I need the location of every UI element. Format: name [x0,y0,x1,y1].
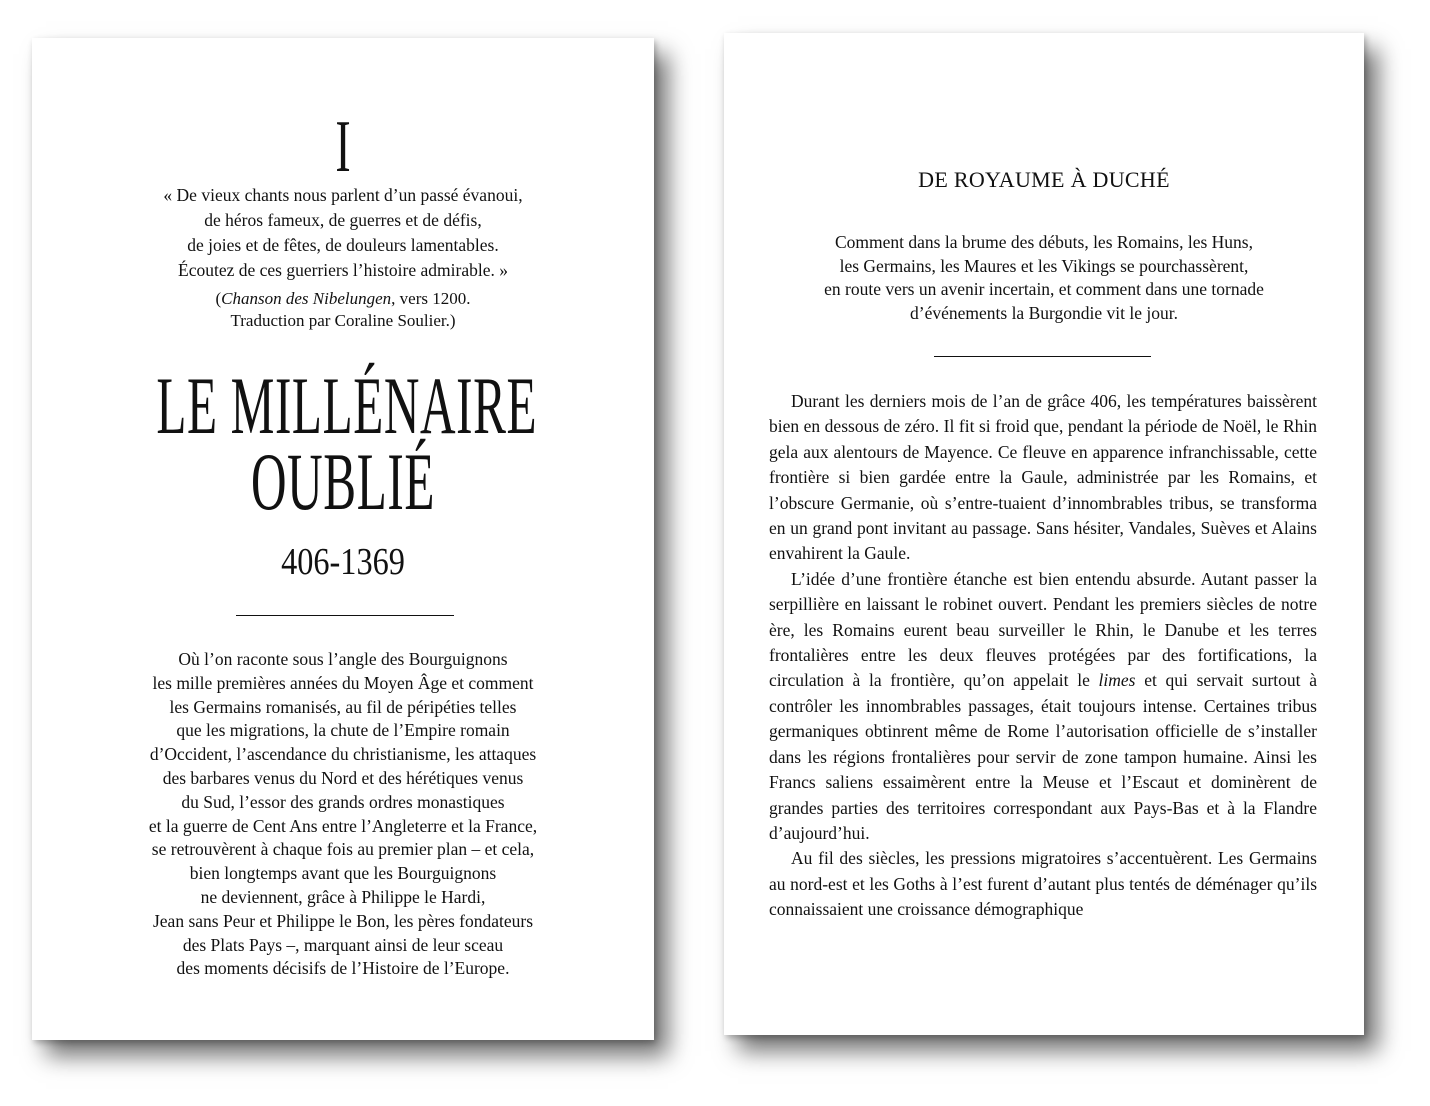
paragraph [769,567,1317,846]
summary-line: les Germains romanisés, au fil de péripéties telles [169,696,517,717]
summary-line: des Plats Pays –, marquant ainsi de leur sceau [182,934,504,955]
title-line: LE MILLÉNAIRE [156,360,538,451]
epigraph-line: de joies et de fêtes, de douleurs lamentables. [187,235,499,255]
paragraph: Durant les derniers mois de l’an de grâce 406, les températures baissèrent bien en dessous de zéro. Il fit si froid que, pendant la période de Noël, le Rhin gela aux alentours de Mayence. Ce fleuve en apparence infranchissable, cette frontière si bien gardée entre la Gaule, administrée par les Romains, et l’obscure Germanie, où s’entre-tuaient d’innombrables tribus, se transforma en un grand pont invitant au passage. Sans hésiter, Vandales, Suèves et Alains envahirent la Gaule. [769,391,1317,564]
summary-line: ne deviennent, grâce à Philippe le Hardi, [200,886,486,907]
summary-line: des barbares venus du Nord et des hérétiques venus [162,767,524,788]
paragraph: Au fil des siècles, les pressions migratoires s’accentuèrent. Les Germains au nord-est et les Goths à l’est furent d’autant plus tentés de déménager qu’ils connaissaient une croissance démographique [769,848,1317,920]
epigraph-line: « De vieux chants nous parlent d’un passé évanoui, [163,185,523,205]
summary-line: et la guerre de Cent Ans entre l’Angleterre et la France, [148,815,538,836]
summary-line: que les migrations, la chute de l’Empire romain [176,720,510,741]
chapter-summary-line: en route vers un avenir incertain, et comment dans une tornade [824,279,1264,300]
summary-line: Jean sans Peur et Philippe le Bon, les pères fondateurs [152,910,534,931]
summary-line: des moments décisifs de l’Histoire de l’Europe. [176,958,510,979]
right-page [724,33,1364,1035]
divider [236,615,454,616]
source-open-paren: ( [215,289,222,308]
chapter-number: I [335,106,351,188]
summary-line: d’Occident, l’ascendance du christianisme, les attaques [149,744,537,765]
paragraph-text: L’idée d’une frontière étanche est bien entendu absurde. Autant passer la serpillière en laissant le robinet ouvert. Pendant les premiers siècles de notre ère, les Romains eurent beau surveiller le Rhin, le Danube et les terres frontalières entre les deux fleuves protégées par des fortifications, la circulation à la frontière, qu’on appelait le [769,568,1317,691]
title-line: OUBLIÉ [251,436,435,527]
source-line [72,288,614,310]
date-range: 406-1369 [281,541,405,583]
epigraph-line: de héros fameux, de guerres et de défis, [204,210,482,230]
chapter-summary [754,231,1334,325]
summary-line: bien longtemps avant que les Bourguignons [189,863,497,884]
left-page [32,38,654,1040]
epigraph-line: Écoutez de ces guerriers l’histoire admirable. » [178,260,508,280]
source-date: , vers 1200. [391,289,471,308]
epigraph-source [72,288,614,332]
summary-line: Où l’on raconte sous l’angle des Bourguignons [178,649,508,669]
italic-term: limes [1098,670,1136,691]
chapter-summary-line: les Germains, les Maures et les Vikings se pourchassèrent, [839,255,1249,276]
chapter-summary-line: d’événements la Burgondie vit le jour. [910,302,1178,323]
epigraph [72,183,614,283]
summary-line: du Sud, l’essor des grands ordres monastiques [181,791,505,812]
chapter-summary-line: Comment dans la brume des débuts, les Romains, les Huns, [834,232,1253,252]
body-text [769,389,1317,923]
summary-line: les mille premières années du Moyen Âge et comment [152,672,534,693]
summary-line: se retrouvèrent à chaque fois au premier plan – et cela, [151,839,535,860]
source-translation: Traduction par Coraline Soulier.) [230,311,456,330]
divider [934,356,1151,357]
paragraph-text: et qui servait surtout à contrôler les innombrables passages, était toujours intense. Certaines tribus germaniques obtinrent même de Rome l’autorisation officielle de s’installer dans les régions frontalières pour servir de zone tampon humaine. Ainsi les Francs saliens essaimèrent entre la Meuse et l’Escaut et dominèrent de grandes parties des territoires correspondant aux Pays-Bas et à la Flandre d’aujourd’hui. [769,670,1317,843]
book-part-title [156,360,538,527]
source-work-title: Chanson des Nibelungen [221,289,392,308]
part-summary [72,648,614,981]
chapter-title: DE ROYAUME À DUCHÉ [918,167,1170,192]
